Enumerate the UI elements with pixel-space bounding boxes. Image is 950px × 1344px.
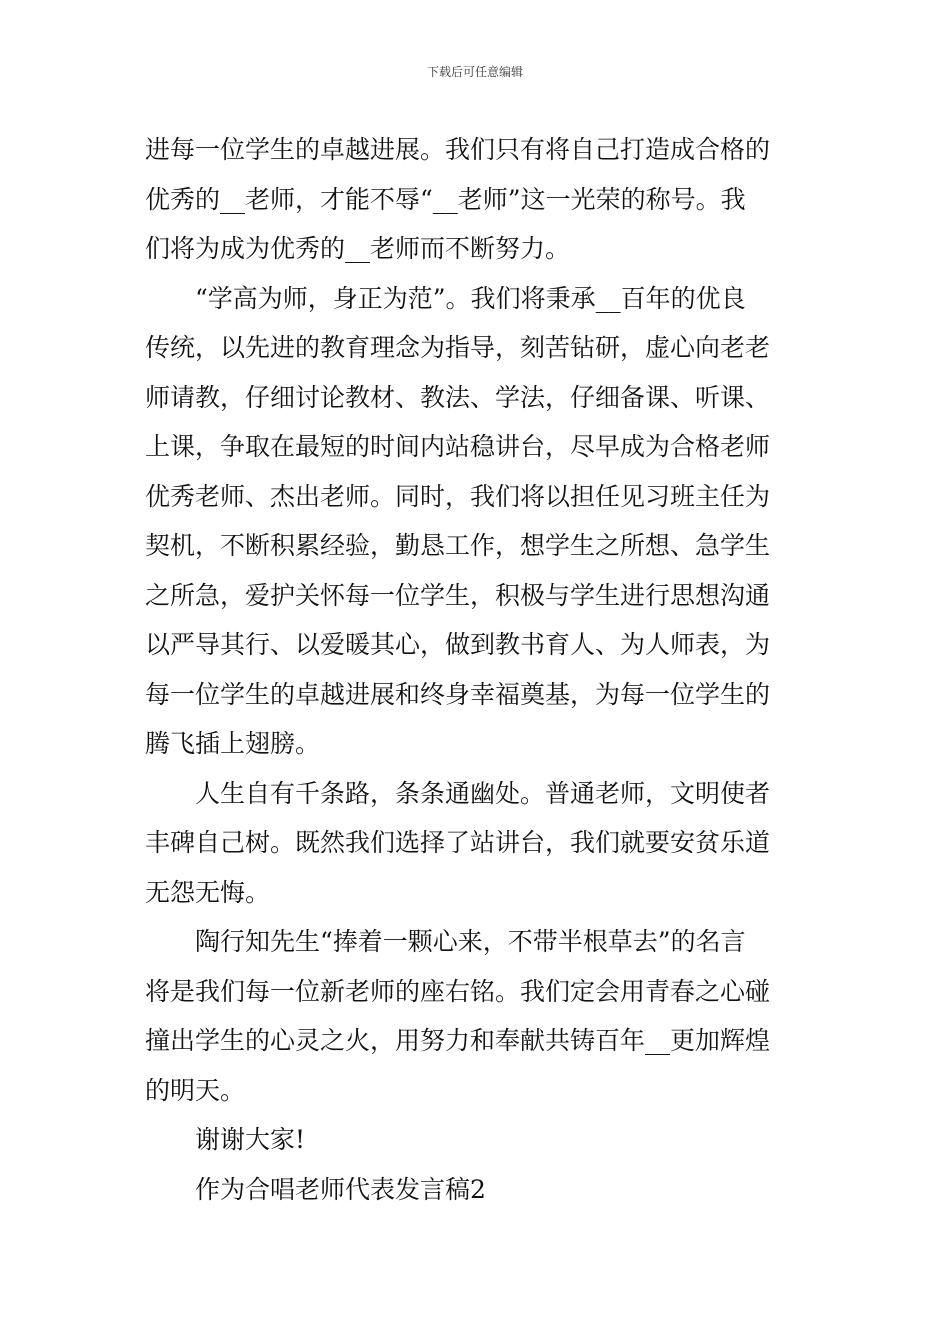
text-line: 每一位学生的卓越进展和终身幸福奠基，为每一位学生的 (145, 679, 771, 709)
text-line: 将是我们每一位新老师的座右铭。我们定会用青春之心碰 (145, 976, 771, 1006)
document-body (145, 125, 810, 1214)
text-line: “学高为师，身正为范”。我们将秉承__百年的优良 (195, 283, 746, 313)
text-line: 契机，不断积累经验，勤恳工作，想学生之所想、急学生 (145, 531, 771, 560)
text-line: 传统，以先进的教育理念为指导，刻苦钻研，虚心向老老 (145, 333, 771, 362)
text-line: 以严导其行、以爱暖其心，做到教书育人、为人师表，为 (145, 630, 771, 659)
text-line: 进每一位学生的卓越进展。我们只有将自己打造成合格的 (145, 135, 771, 164)
text-line: 优秀老师、杰出老师。同时，我们将以担任见习班主任为 (145, 481, 771, 511)
text-line: 优秀的__老师，才能不辱“__老师”这一光荣的称号。我 (145, 184, 746, 214)
text-line: 们将为成为优秀的__老师而不断努力。 (145, 234, 571, 263)
text-line: 腾飞插上翅膀。 (145, 729, 321, 758)
text-line: 撞出学生的心灵之火，用努力和奉献共铸百年__更加辉煌 (145, 1026, 771, 1055)
page-header: 下载后可任意编辑 (426, 65, 523, 79)
text-line: 之所急，爱护关怀每一位学生，积极与学生进行思想沟通 (145, 580, 771, 610)
text-line: 谢谢大家! (195, 1125, 306, 1154)
text-line: 陶行知先生“捧着一颗心来，不带半根草去”的名言 (195, 927, 746, 956)
text-line: 上课，争取在最短的时间内站稳讲台，尽早成为合格老师 (145, 432, 771, 461)
text-line: 作为合唱老师代表发言稿2 (195, 1174, 486, 1204)
text-line: 无怨无悔。 (145, 877, 271, 907)
text-line: 人生自有千条路，条条通幽处。普通老师，文明使者 (195, 778, 771, 808)
text-line: 师请教，仔细讨论教材、教法、学法，仔细备课、听课、 (145, 382, 771, 412)
text-line: 丰碑自己树。既然我们选择了站讲台，我们就要安贫乐道 (145, 828, 771, 857)
text-line: 的明天。 (145, 1075, 246, 1105)
